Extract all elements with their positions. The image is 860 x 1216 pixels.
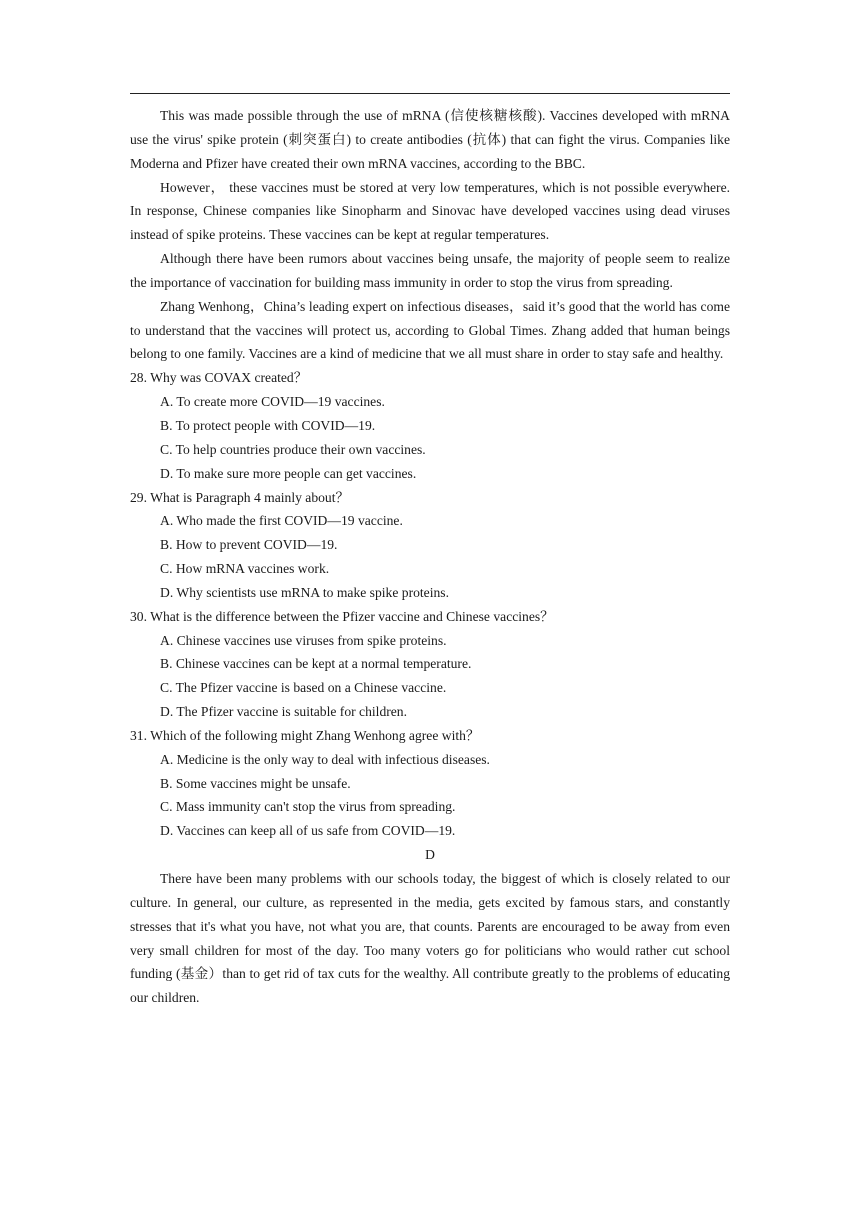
question-30 [130,605,730,724]
answer-option-c: C. Mass immunity can't stop the virus from spreading. [160,799,456,815]
document-page [130,94,730,1010]
page-content [130,94,730,1010]
passage-paragraph: This was made possible through the use of mRNA (信使核糖核酸). Vaccines developed with mRNA use the virus' spike protein (刺突蛋白) to create antibodies (抗体) that can fight the virus. Companies like Moderna and Pfizer have created their own mRNA vaccines, according to the BBC. [130,108,730,171]
answer-option-a: A. To create more COVID—19 vaccines. [160,394,385,410]
answer-option-c: C. How mRNA vaccines work. [160,561,330,577]
answer-option-a: A. Who made the first COVID—19 vaccine. [160,513,403,529]
section-heading: D [425,847,435,863]
answer-option-d: D. Why scientists use mRNA to make spike proteins. [160,584,449,600]
answer-option-d: D. The Pfizer vaccine is suitable for children. [160,704,407,720]
question-stem: 29. What is Paragraph 4 mainly about？ [130,489,350,505]
question-29 [130,486,730,605]
question-stem: 31. Which of the following might Zhang Wenhong agree with？ [130,727,480,743]
passage-paragraph: There have been many problems with our schools today, the biggest of which is closely related to our culture. In general, our culture, as represented in the media, gets excited by famous stars, and constantly stresses that it's what you have, not what you are, that counts. Parents are encouraged to be away from even very small children for most of the day. Too many voters go for politicians who would rather cut school funding (基金）than to get rid of tax cuts for the wealthy. All contribute greatly to the problems of educating our children. [130,871,730,1006]
answer-option-d: D. To make sure more people can get vaccines. [160,465,417,481]
answer-option-b: B. Chinese vaccines can be kept at a normal temperature. [160,656,472,672]
answer-option-c: C. To help countries produce their own vaccines. [160,441,426,457]
passage-paragraph: Zhang Wenhong，China’s leading expert on infectious diseases，said it’s good that the world has come to understand that the vaccines will protect us, according to Global Times. Zhang added that human beings belong to one family. Vaccines are a kind of medicine that we all must share in order to stay safe and healthy. [130,298,730,362]
answer-option-b: B. Some vaccines might be unsafe. [160,775,351,791]
answer-option-a: A. Medicine is the only way to deal with infectious diseases. [160,751,490,767]
question-28 [130,366,730,485]
answer-option-c: C. The Pfizer vaccine is based on a Chinese vaccine. [160,680,447,696]
answer-option-a: A. Chinese vaccines use viruses from spike proteins. [160,632,447,648]
passage-paragraph: However， these vaccines must be stored at very low temperatures, which is not possible everywhere. In response, Chinese companies like Sinopharm and Sinovac have developed vaccines using dead viruses instead of spike proteins. These vaccines can be kept at regular temperatures. [130,179,730,243]
question-31 [130,724,730,843]
answer-option-d: D. Vaccines can keep all of us safe from COVID—19. [160,823,456,839]
answer-option-b: B. To protect people with COVID—19. [160,417,376,433]
answer-option-b: B. How to prevent COVID—19. [160,537,338,553]
question-stem: 30. What is the difference between the Pfizer vaccine and Chinese vaccines？ [130,608,554,624]
question-stem: 28. Why was COVAX created？ [130,370,308,386]
passage-paragraph: Although there have been rumors about vaccines being unsafe, the majority of people seem to realize the importance of vaccination for building mass immunity in order to stop the virus from spreading. [130,251,730,290]
